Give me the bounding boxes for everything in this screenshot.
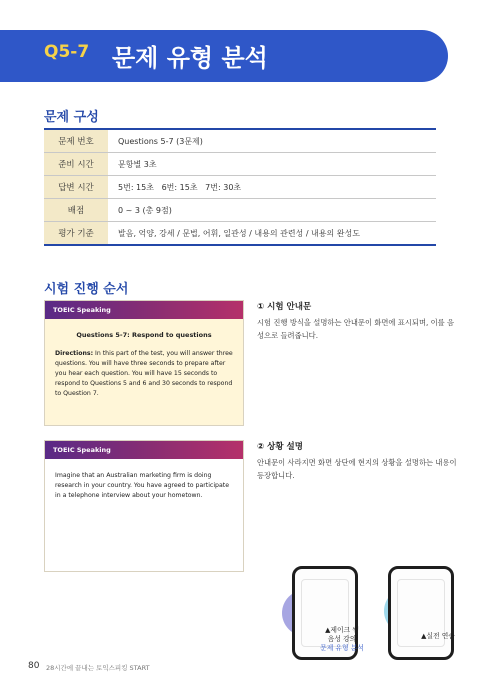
directions-label: Directions:	[55, 350, 94, 357]
panel-body	[45, 459, 243, 571]
row-label: 평가 기준	[44, 222, 108, 246]
test-screen-directions	[44, 300, 244, 426]
page-title: 문제 유형 분석	[112, 44, 268, 72]
caption-line: 문제 유형 분석	[320, 644, 364, 652]
structure-section-title: 문제 구성	[44, 110, 99, 125]
row-label: 준비 시간	[44, 153, 108, 176]
directions-text	[45, 339, 243, 399]
row-label: 배점	[44, 199, 108, 222]
row-value: 0 ~ 3 (총 9점)	[108, 199, 436, 222]
panel-header-bar: TOEIC Speaking	[45, 441, 243, 459]
step-1-title: ① 시험 안내문	[257, 302, 312, 312]
structure-table	[44, 128, 436, 246]
panel-header-bar: TOEIC Speaking	[45, 301, 243, 319]
situation-text: Imagine that an Australian marketing firm is doing research in your country. You have agreed to participate in a telephone interview about your hometown.	[55, 472, 230, 499]
phone-qr-practice[interactable]	[388, 566, 454, 660]
book-title: 28시간에 끝내는 토익스피킹 START	[46, 664, 150, 672]
table-row	[44, 222, 436, 246]
row-label: 문제 번호	[44, 129, 108, 153]
test-screen-situation	[44, 440, 244, 572]
question-range-label: Q5-7	[44, 42, 90, 62]
row-value: Questions 5-7 (3문제)	[108, 129, 436, 153]
row-label: 답변 시간	[44, 176, 108, 199]
practice-caption: ▲실전 연습	[421, 632, 455, 640]
table-row	[44, 153, 436, 176]
panel-body	[45, 319, 243, 425]
caption-line: 음성 강의	[327, 635, 357, 643]
row-value: 5번: 15초 6번: 15초 7번: 30초	[108, 176, 436, 199]
table-row	[44, 199, 436, 222]
step-2-title: ② 상황 설명	[257, 442, 303, 452]
directions-body: In this part of the test, you will answer three questions. You will have three seconds to prepare after you hear each question. You will have 15 seconds to respond to Questions 5 and 6 and 30 seconds to respond to Question 7.	[55, 350, 233, 397]
row-value: 문항별 3초	[108, 153, 436, 176]
lecture-caption	[312, 626, 372, 653]
caption-line: ▲제이크 쌤	[325, 626, 359, 634]
step-2-description: 안내문이 사라지면 화면 상단에 현지의 상황을 설명하는 내용이 등장합니다.	[257, 458, 457, 480]
process-section-title: 시험 진행 순서	[44, 282, 129, 297]
table-row	[44, 176, 436, 199]
row-value: 발음, 억양, 강세 / 문법, 어휘, 일관성 / 내용의 관련성 / 내용의 완성도	[108, 222, 436, 246]
table-row	[44, 129, 436, 153]
step-1-description: 시험 진행 방식을 설명하는 안내문이 화면에 표시되며, 이를 음성으로 들려줍니다.	[257, 318, 455, 340]
panel-heading: Questions 5-7: Respond to questions	[76, 331, 212, 339]
page-number: 80	[28, 661, 40, 671]
